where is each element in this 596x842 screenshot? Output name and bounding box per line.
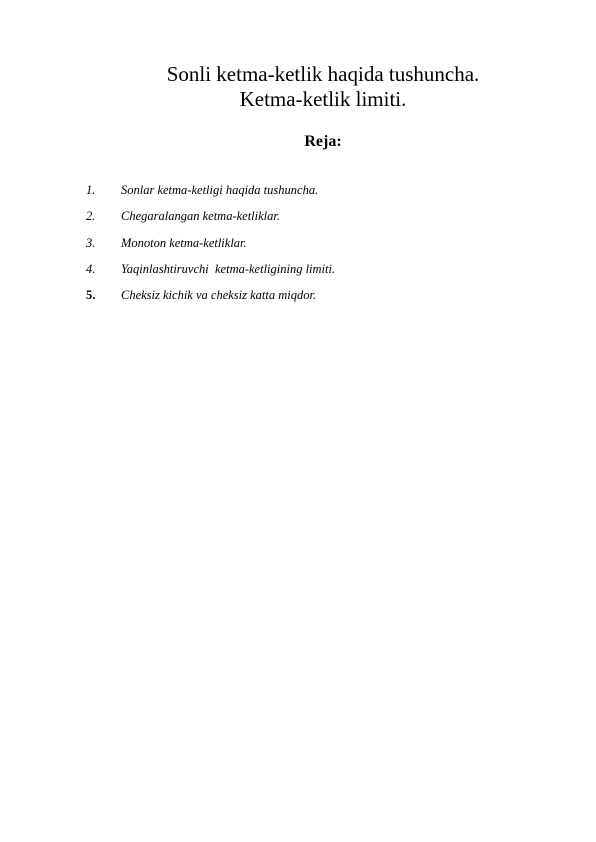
plan-item-text: Chegaralangan ketma-ketliklar. — [121, 209, 280, 224]
plan-list — [86, 181, 566, 312]
document-title-line-2: Ketma-ketlik limiti. — [239, 87, 407, 111]
plan-item-text: Sonlar ketma-ketligi haqida tushuncha. — [121, 183, 319, 197]
plan-item — [86, 234, 566, 260]
plan-item — [86, 260, 566, 286]
plan-item-number: 4. — [86, 261, 96, 276]
plan-item-number: 1. — [86, 183, 96, 197]
plan-item — [86, 286, 566, 312]
plan-item — [86, 207, 566, 233]
plan-item — [86, 181, 566, 207]
plan-item-number: 5. — [86, 288, 96, 303]
document-title-line-1: Sonli ketma-ketlik haqida tushuncha. — [166, 62, 480, 86]
plan-heading: Reja: — [304, 133, 342, 150]
plan-item-text: Cheksiz kichik va cheksiz katta miqdor. — [121, 288, 317, 303]
plan-item-number: 3. — [86, 235, 96, 250]
plan-item-text: Yaqinlashtiruvchi ketma-ketligining limiti. — [121, 261, 336, 276]
plan-item-number: 2. — [86, 209, 96, 224]
plan-item-text: Monoton ketma-ketliklar. — [121, 235, 247, 250]
